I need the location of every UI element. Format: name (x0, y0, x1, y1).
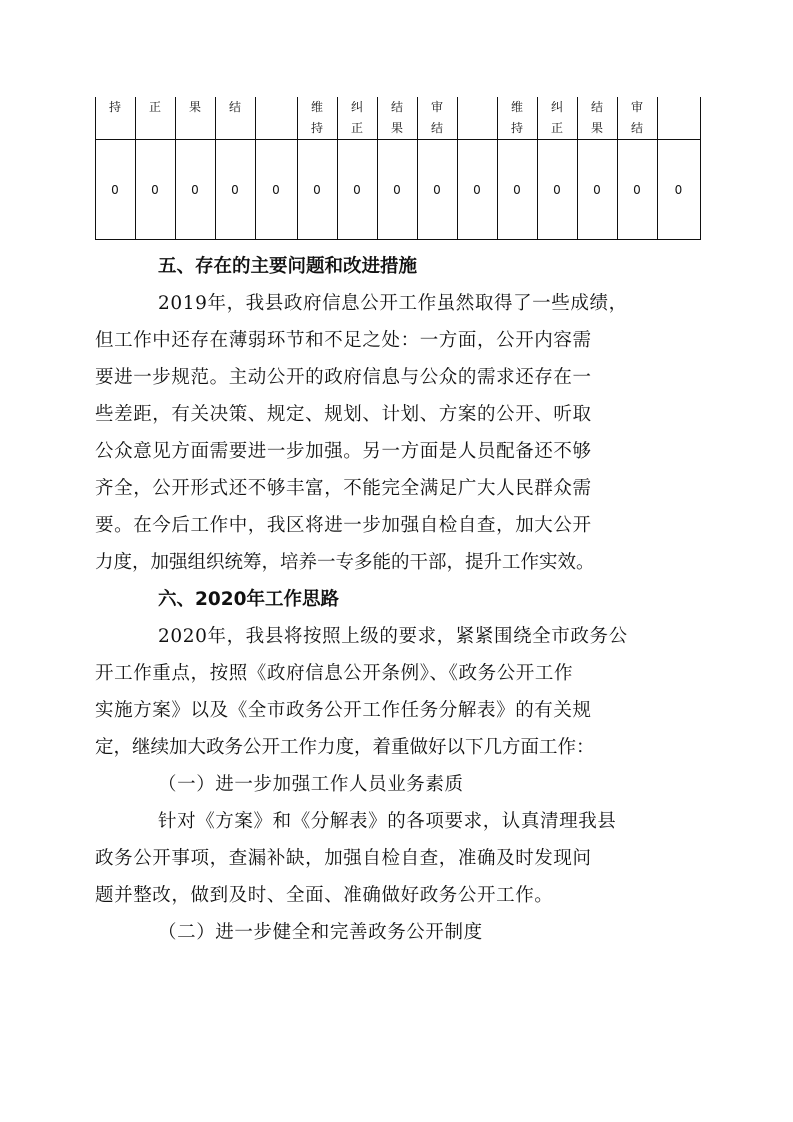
table-value-cell: 0 (513, 183, 521, 197)
table-header-cell-text: 果 (188, 100, 201, 114)
table-header-cell-text: 纠 (350, 100, 363, 114)
table-header-cell-text: 维 (510, 100, 523, 114)
table-header-cell-text: 结 (390, 100, 403, 114)
table-horizontal-line (95, 239, 701, 240)
table-value-cell: 0 (353, 183, 361, 197)
table-vertical-line (215, 97, 216, 240)
section-5-heading: 五、存在的主要问题和改进措施 (158, 256, 418, 277)
table-horizontal-line (95, 139, 701, 140)
table-value-cell: 0 (433, 183, 441, 197)
table-vertical-line (657, 97, 658, 240)
table-header-cell-text: 审 (630, 100, 643, 114)
table-header-cell-text: 审 (430, 100, 443, 114)
table-vertical-line (95, 97, 96, 240)
subsection-1-line-2: 政务公开事项，查漏补缺，加强自检自查，准确及时发现问 (95, 848, 592, 869)
table-vertical-line (255, 97, 256, 240)
table-vertical-line (457, 97, 458, 240)
table-value-cell: 0 (313, 183, 321, 197)
table-header-cell-text: 果 (390, 121, 403, 135)
table-value-cell: 0 (674, 183, 683, 197)
table-header-cell-text: 正 (148, 100, 161, 114)
subsection-1-line-1: 针对《方案》和《分解表》的各项要求，认真清理我县 (158, 811, 617, 832)
table-value-cell: 0 (393, 183, 401, 197)
section-5-line-3: 要进一步规范。主动公开的政府信息与公众的需求还存在一 (95, 367, 592, 388)
table-value-cell: 0 (191, 183, 199, 197)
table-vertical-line (135, 97, 136, 240)
table-header-cell-text: 纠 (550, 100, 563, 114)
section-5-line-2: 但工作中还存在薄弱环节和不足之处：一方面，公开内容需 (95, 330, 592, 351)
subsection-1-line-3: 题并整改，做到及时、全面、准确做好政务公开工作。 (95, 885, 554, 906)
subsection-2-heading: （二）进一步健全和完善政务公开制度 (158, 922, 483, 943)
section-5-line-1: 2019年，我县政府信息公开工作虽然取得了一些成绩， (158, 293, 628, 314)
section-6-line-2: 开工作重点，按照《政府信息公开条例》、《政务公开工作 (95, 663, 574, 684)
table-header-cell-text: 果 (590, 121, 603, 135)
table-header-cell-text: 结 (430, 121, 443, 135)
section-5-line-8: 力度，加强组织统筹，培养一专多能的干部，提升工作实效。 (95, 552, 595, 573)
section-5-line-5: 公众意见方面需要进一步加强。另一方面是人员配备还不够 (95, 441, 592, 462)
table-value-cell: 0 (151, 183, 159, 197)
table-value-cell: 0 (111, 183, 119, 197)
section-6-heading: 六、2020年工作思路 (158, 589, 339, 610)
table-value-cell: 0 (633, 183, 641, 197)
table-header-cell-text: 正 (350, 121, 363, 135)
table-vertical-line (700, 97, 701, 240)
table-value-cell: 0 (593, 183, 601, 197)
table-header-cell-text: 持 (310, 121, 323, 135)
review-litigation-table (95, 97, 700, 239)
table-header-cell-text: 结 (630, 121, 643, 135)
section-5-line-7: 要。在今后工作中，我区将进一步加强自检自查，加大公开 (95, 515, 592, 536)
table-header-cell-text: 维 (310, 100, 323, 114)
table-value-cell: 0 (272, 183, 280, 197)
table-value-cell: 0 (231, 183, 239, 197)
table-header-cell-text: 正 (550, 121, 563, 135)
table-value-cell: 0 (473, 183, 481, 197)
table-header-cell-text: 持 (510, 121, 523, 135)
section-6-line-1: 2020年，我县将按照上级的要求，紧紧围绕全市政务公 (158, 626, 628, 647)
table-header-cell-text: 持 (108, 100, 121, 114)
section-6-line-4: 定，继续加大政务公开工作力度，着重做好以下几方面工作： (95, 737, 595, 758)
table-header-cell-text: 结 (228, 100, 241, 114)
table-value-cell: 0 (553, 183, 561, 197)
section-6-line-3: 实施方案》以及《全市政务公开工作任务分解表》的有关规 (95, 700, 592, 721)
section-5-line-4: 些差距，有关决策、规定、规划、计划、方案的公开、听取 (95, 404, 592, 425)
table-header-cell-text: 结 (590, 100, 603, 114)
subsection-1-heading: （一）进一步加强工作人员业务素质 (158, 774, 464, 795)
table-vertical-line (175, 97, 176, 240)
section-5-line-6: 齐全，公开形式还不够丰富，不能完全满足广大人民群众需 (95, 478, 592, 499)
